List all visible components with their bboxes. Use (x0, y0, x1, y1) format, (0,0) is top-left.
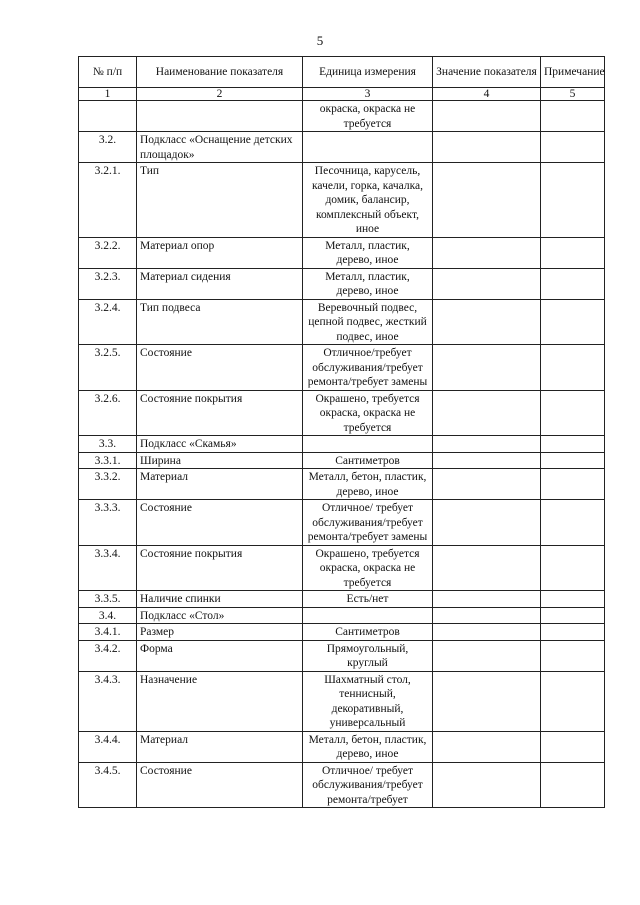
cell-unit: Металл, бетон, пластик, дерево, иное (303, 469, 433, 500)
cell-unit: Отличное/ требует обслуживания/требует ремонта/требует замены (303, 500, 433, 546)
cell-num: 3.2.1. (79, 163, 137, 238)
cell-value (433, 762, 541, 808)
cell-unit: Есть/нет (303, 591, 433, 608)
column-number: 4 (433, 88, 541, 101)
cell-unit: Шахматный стол, теннисный, декоративный, универсальный (303, 671, 433, 731)
cell-num: 3.2. (79, 132, 137, 163)
cell-unit: Прямоугольный, круглый (303, 640, 433, 671)
cell-note (541, 436, 605, 453)
cell-num: 3.4. (79, 607, 137, 624)
cell-name: Состояние покрытия (137, 545, 303, 591)
table-row (79, 345, 605, 391)
cell-value (433, 671, 541, 731)
cell-unit (303, 436, 433, 453)
cell-name: Материал (137, 469, 303, 500)
table-row (79, 762, 605, 808)
cell-note (541, 163, 605, 238)
header-name: Наименование показателя (137, 57, 303, 88)
cell-num: 3.3.1. (79, 452, 137, 469)
cell-note (541, 624, 605, 641)
column-numbers-row (79, 88, 605, 101)
cell-unit (303, 132, 433, 163)
cell-num: 3.4.2. (79, 640, 137, 671)
cell-note (541, 390, 605, 436)
cell-name: Тип (137, 163, 303, 238)
cell-note (541, 607, 605, 624)
cell-value (433, 101, 541, 132)
cell-unit (303, 607, 433, 624)
cell-unit: Отличное/требует обслуживания/требует ремонта/требует замены (303, 345, 433, 391)
cell-name: Состояние (137, 500, 303, 546)
cell-note (541, 345, 605, 391)
table-row (79, 640, 605, 671)
cell-value (433, 132, 541, 163)
cell-name: Форма (137, 640, 303, 671)
cell-value (433, 624, 541, 641)
cell-num: 3.2.5. (79, 345, 137, 391)
header-value: Значение показателя (433, 57, 541, 88)
cell-value (433, 640, 541, 671)
column-number: 5 (541, 88, 605, 101)
cell-unit: Металл, бетон, пластик, дерево, иное (303, 731, 433, 762)
cell-name: Состояние покрытия (137, 390, 303, 436)
cell-unit: Металл, пластик, дерево, иное (303, 237, 433, 268)
table-row (79, 545, 605, 591)
table-row (79, 163, 605, 238)
cell-unit: Окрашено, требуется окраска, окраска не требуется (303, 390, 433, 436)
cell-value (433, 268, 541, 299)
cell-value (433, 545, 541, 591)
cell-note (541, 101, 605, 132)
cell-note (541, 132, 605, 163)
column-number: 2 (137, 88, 303, 101)
table-row (79, 671, 605, 731)
cell-num: 3.4.5. (79, 762, 137, 808)
cell-name: Тип подвеса (137, 299, 303, 345)
cell-name: Материал опор (137, 237, 303, 268)
cell-value (433, 731, 541, 762)
cell-note (541, 469, 605, 500)
cell-note (541, 452, 605, 469)
cell-value (433, 163, 541, 238)
table-row (79, 469, 605, 500)
table-row (79, 607, 605, 624)
cell-unit: окраска, окраска не требуется (303, 101, 433, 132)
cell-unit: Сантиметров (303, 624, 433, 641)
table-row (79, 500, 605, 546)
cell-num: 3.3.2. (79, 469, 137, 500)
cell-value (433, 500, 541, 546)
cell-note (541, 545, 605, 591)
cell-value (433, 345, 541, 391)
cell-value (433, 390, 541, 436)
cell-name: Назначение (137, 671, 303, 731)
cell-unit: Окрашено, требуется окраска, окраска не требуется (303, 545, 433, 591)
page-number: 5 (316, 33, 324, 48)
column-number: 3 (303, 88, 433, 101)
table-row (79, 237, 605, 268)
cell-name: Подкласс «Стол» (137, 607, 303, 624)
cell-unit: Сантиметров (303, 452, 433, 469)
cell-num: 3.3.4. (79, 545, 137, 591)
cell-num: 3.2.6. (79, 390, 137, 436)
table-row (79, 299, 605, 345)
cell-value (433, 452, 541, 469)
cell-value (433, 299, 541, 345)
cell-num: 3.2.3. (79, 268, 137, 299)
table-row (79, 132, 605, 163)
cell-unit: Веревочный подвес, цепной подвес, жесткий подвес, иное (303, 299, 433, 345)
cell-num: 3.2.4. (79, 299, 137, 345)
cell-num: 3.4.4. (79, 731, 137, 762)
cell-note (541, 237, 605, 268)
table-row (79, 390, 605, 436)
indicators-table (78, 56, 605, 808)
table-header-row (79, 57, 605, 88)
cell-num (79, 101, 137, 132)
cell-name: Материал сидения (137, 268, 303, 299)
cell-num: 3.2.2. (79, 237, 137, 268)
cell-note (541, 640, 605, 671)
cell-name: Состояние (137, 762, 303, 808)
cell-name: Состояние (137, 345, 303, 391)
cell-num: 3.4.3. (79, 671, 137, 731)
cell-unit: Песочница, карусель, качели, горка, качалка, домик, балансир, комплексный объект, иное (303, 163, 433, 238)
table-row (79, 101, 605, 132)
cell-unit: Отличное/ требует обслуживания/требует ремонта/требует (303, 762, 433, 808)
column-number: 1 (79, 88, 137, 101)
table-row (79, 452, 605, 469)
table-row (79, 591, 605, 608)
cell-num: 3.4.1. (79, 624, 137, 641)
cell-num: 3.3.3. (79, 500, 137, 546)
cell-note (541, 671, 605, 731)
cell-note (541, 500, 605, 546)
cell-num: 3.3. (79, 436, 137, 453)
cell-note (541, 762, 605, 808)
cell-name: Подкласс «Оснащение детских площадок» (137, 132, 303, 163)
cell-name: Подкласс «Скамья» (137, 436, 303, 453)
cell-value (433, 469, 541, 500)
cell-value (433, 237, 541, 268)
cell-value (433, 591, 541, 608)
cell-note (541, 731, 605, 762)
header-note: Примечание (541, 57, 605, 88)
cell-unit: Металл, пластик, дерево, иное (303, 268, 433, 299)
cell-num: 3.3.5. (79, 591, 137, 608)
header-unit: Единица измерения (303, 57, 433, 88)
cell-name: Размер (137, 624, 303, 641)
header-num: № п/п (79, 57, 137, 88)
cell-note (541, 299, 605, 345)
cell-name: Материал (137, 731, 303, 762)
cell-note (541, 591, 605, 608)
cell-value (433, 607, 541, 624)
cell-note (541, 268, 605, 299)
cell-value (433, 436, 541, 453)
cell-name (137, 101, 303, 132)
table-row (79, 731, 605, 762)
table-row (79, 436, 605, 453)
cell-name: Ширина (137, 452, 303, 469)
table-row (79, 624, 605, 641)
table-row (79, 268, 605, 299)
cell-name: Наличие спинки (137, 591, 303, 608)
